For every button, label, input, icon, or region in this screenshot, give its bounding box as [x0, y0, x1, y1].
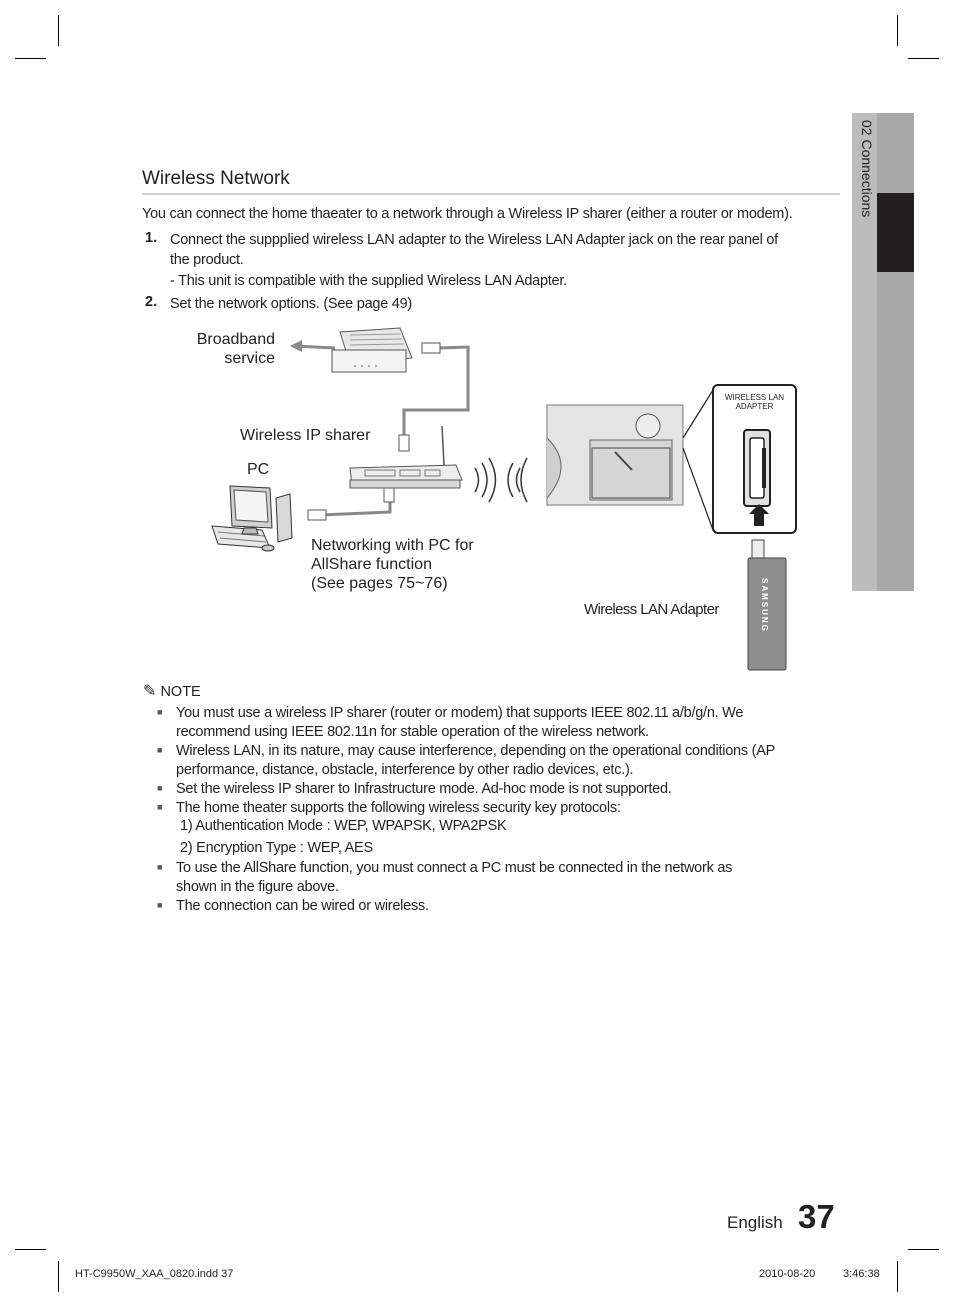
note-bullet-text: Wireless LAN, in its nature, may cause interference, depending on the operational conditions (AP: [176, 743, 776, 759]
chapter-tab-marker: [877, 193, 914, 272]
broadband-label-line: service: [224, 350, 275, 367]
slug-time: 3:46:38: [843, 1268, 880, 1280]
note-bullet-text: recommend using IEEE 802.11n for stable operation of the wireless network.: [176, 724, 649, 740]
crop-mark: [15, 1249, 46, 1250]
networking-label-line: Networking with PC for: [311, 537, 474, 554]
note-sub-item: 1) Authentication Mode : WEP, WPAPSK, WPA2PSK: [180, 818, 507, 834]
step-text: Set the network options. (See page 49): [170, 296, 412, 312]
networking-label-pages: (See pages 75~76): [311, 575, 448, 592]
pc-label: PC: [247, 461, 270, 478]
ethernet-cable: [404, 347, 468, 435]
title-underline: [142, 193, 840, 195]
crop-mark: [897, 15, 898, 46]
broadband-arrow-head: [290, 340, 302, 352]
bullet-icon: ■: [157, 783, 163, 793]
crop-mark: [58, 1261, 59, 1292]
wireless-ip-sharer-label: Wireless IP sharer: [240, 427, 371, 444]
networking-label: [311, 536, 474, 593]
wireless-signal-icon: [475, 458, 527, 502]
note-bullet-text: The home theater supports the following wireless security key protocols:: [176, 800, 621, 816]
note-bullet-text: Set the wireless IP sharer to Infrastructure mode. Ad-hoc mode is not supported.: [176, 781, 672, 797]
note-bullet-text: The connection can be wired or wireless.: [176, 898, 429, 914]
step-number: 1.: [145, 230, 158, 246]
bullet-icon: ■: [157, 707, 163, 717]
step-number: 2.: [145, 294, 158, 310]
chapter-tab-label: 02 Connections: [859, 120, 875, 218]
adapter-brand: SAMSUNG: [760, 578, 769, 633]
jack-label: [713, 393, 796, 411]
slug-file: HT-C9950W_XAA_0820.indd 37: [75, 1268, 234, 1280]
crop-mark: [897, 1261, 898, 1292]
step-subnote: - This unit is compatible with the supplied Wireless LAN Adapter.: [170, 273, 567, 289]
bullet-icon: ■: [157, 802, 163, 812]
pc-icon: [212, 486, 292, 551]
modem-icon: [332, 328, 412, 372]
note-sub-item: 2) Encryption Type : WEP, AES: [180, 840, 373, 856]
step-text: the product.: [170, 252, 244, 268]
ethernet-cable: [320, 488, 390, 515]
jack-label-line: WIRELESS LAN: [724, 393, 785, 402]
note-bullet-text: shown in the figure above.: [176, 879, 339, 895]
cable-connector: [399, 435, 409, 451]
note-heading-text: NOTE: [160, 684, 201, 700]
rear-panel-illustration: [547, 390, 713, 530]
footer-language: English: [727, 1213, 783, 1232]
note-bullet-text: You must use a wireless IP sharer (router or modem) that supports IEEE 802.11 a/b/g/n. We: [176, 705, 744, 721]
page-number: 37: [798, 1198, 835, 1235]
intro-paragraph: You can connect the home thaeater to a network through a Wireless IP sharer (either a router or modem).: [142, 206, 793, 222]
note-heading: [143, 681, 201, 701]
adapter-label: Wireless LAN Adapter: [584, 601, 719, 618]
crop-mark: [58, 15, 59, 46]
networking-label-line: AllShare function: [311, 556, 432, 573]
diagram-illustration: [200, 320, 820, 680]
bullet-icon: ■: [157, 900, 163, 910]
crop-mark: [908, 1249, 939, 1250]
broadband-label: [182, 330, 275, 368]
pencil-icon: ✎: [143, 683, 157, 700]
cable-connector: [422, 343, 440, 353]
cable-connector: [384, 488, 394, 502]
step-text: Connect the suppplied wireless LAN adapter to the Wireless LAN Adapter jack on the rear panel of: [170, 232, 778, 248]
chapter-tab-strip: [877, 113, 914, 591]
bullet-icon: ■: [157, 862, 163, 872]
note-bullet-text: To use the AllShare function, you must connect a PC must be connected in the network as: [176, 860, 733, 876]
slug-date: 2010-08-20: [759, 1268, 816, 1280]
note-bullet-text: performance, distance, obstacle, interference by other radio devices, etc.).: [176, 762, 634, 778]
crop-mark: [15, 58, 46, 59]
crop-mark: [908, 58, 939, 59]
network-diagram: [196, 320, 820, 680]
broadband-label-line: Broadband: [196, 331, 275, 348]
bullet-icon: ■: [157, 745, 163, 755]
cable-connector: [308, 510, 326, 520]
jack-label-line: ADAPTER: [735, 402, 774, 411]
section-title: Wireless Network: [142, 168, 290, 189]
